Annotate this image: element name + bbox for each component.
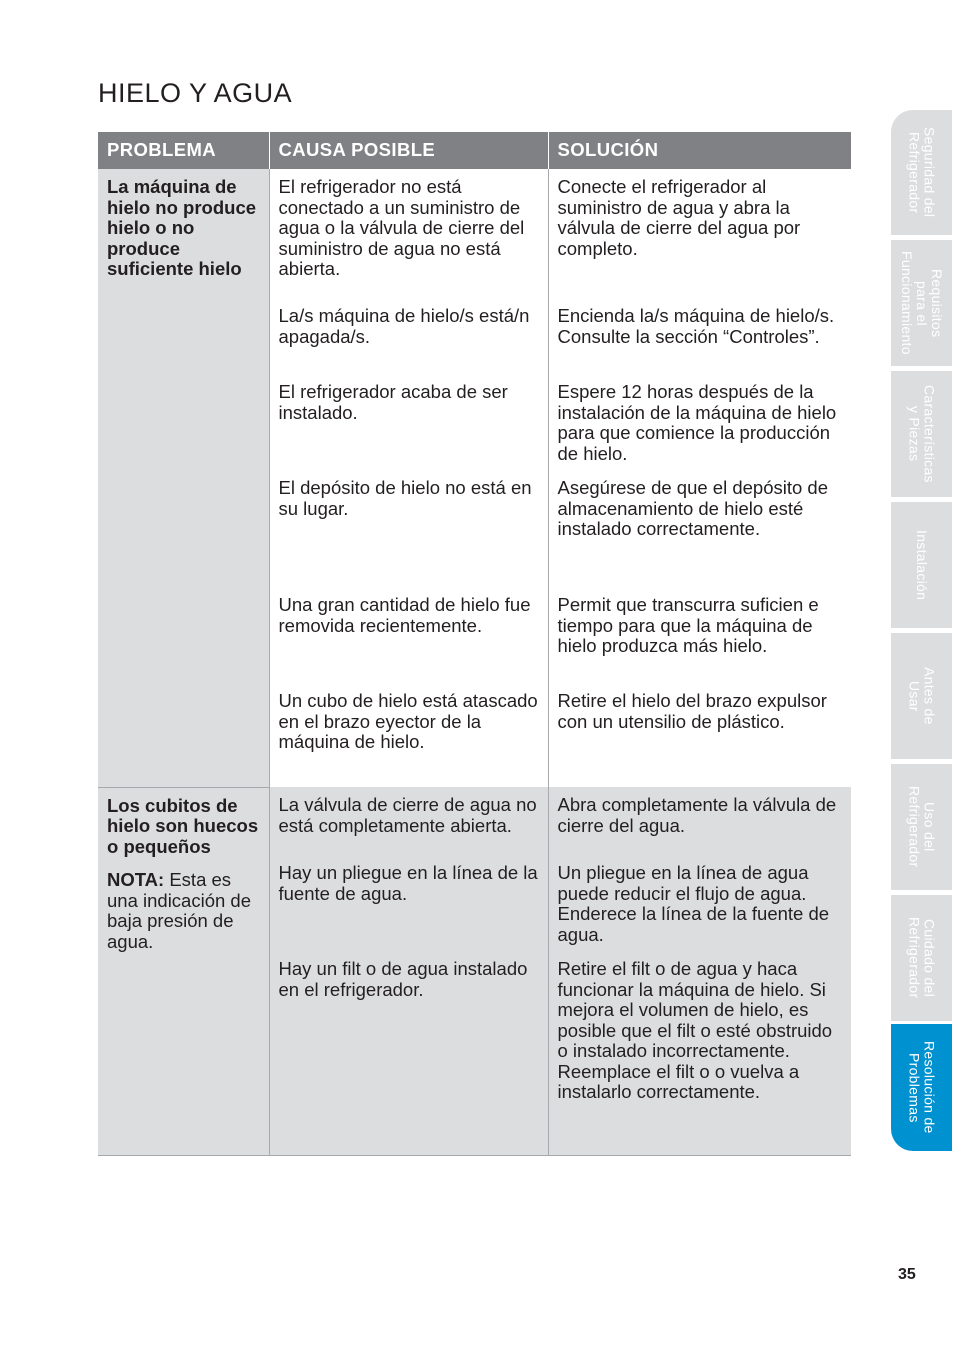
solution-cell: Asegúrese de que el depósito de almacenamiento de hielo esté instalado correctamente. (548, 478, 851, 595)
table-row (98, 787, 851, 863)
side-tab-seguridad[interactable]: Seguridad del Refrigerador (891, 110, 952, 235)
table-row (98, 169, 851, 306)
cause-cell: Hay un pliegue en la línea de la fuente de agua. (269, 863, 548, 959)
troubleshooting-table (98, 132, 851, 1156)
solution-cell: Retire el filt o de agua y haca funcionar la máquina de hielo. Si mejora el volumen de hielo, es posible que el filt o esté obstruido o instalado incorrectamente. Reemplace el filt o o vuelva a instalarlo correctamente. (548, 959, 851, 1155)
cause-cell: La válvula de cierre de agua no está completamente abierta. (269, 787, 548, 863)
cause-cell: La/s máquina de hielo/s está/n apagada/s. (269, 306, 548, 382)
side-tab-resolucion-de-problemas[interactable]: Resolución de Problemas (891, 1024, 952, 1151)
cause-cell: El refrigerador acaba de ser instalado. (269, 382, 548, 478)
side-tab-uso-del-refrigerador[interactable]: Uso del Refrigerador (891, 764, 952, 890)
solution-cell: Un pliegue en la línea de agua puede reducir el flujo de agua. Enderece la línea de la fuente de agua. (548, 863, 851, 959)
cause-cell: Un cubo de hielo está atascado en el brazo eyector de la máquina de hielo. (269, 691, 548, 787)
header-problema: PROBLEMA (98, 132, 269, 169)
side-tab-antes-de-usar[interactable]: Antes de Usar (891, 633, 952, 759)
solution-cell: Permit que transcurra suficien e tiempo para que la máquina de hielo produzca más hielo. (548, 595, 851, 691)
problem-title: Los cubitos de hielo son huecos o pequeños (107, 794, 259, 857)
side-tab-requisitos[interactable]: Requisitos para el Funcionamiento (891, 240, 952, 366)
solution-cell: Encienda la/s máquina de hielo/s. Consulte la sección “Controles”. (548, 306, 851, 382)
side-tab-caracteristicas[interactable]: Características y Piezas (891, 371, 952, 497)
header-solucion: SOLUCIÓN (548, 132, 851, 169)
header-causa-posible: CAUSA POSIBLE (269, 132, 548, 169)
problem-title: La máquina de hielo no produce hielo o no produce suficiente hielo (107, 176, 257, 279)
cause-cell: El refrigerador no está conectado a un suministro de agua o la válvula de cierre del suministro de agua no está abierta. (269, 169, 548, 306)
cause-cell: Hay un filt o de agua instalado en el refrigerador. (269, 959, 548, 1155)
problem-cell (98, 169, 269, 787)
solution-cell: Conecte el refrigerador al suministro de agua y abra la válvula de cierre del agua por completo. (548, 169, 851, 306)
page-number: 35 (898, 1266, 916, 1283)
solution-cell: Espere 12 horas después de la instalación de la máquina de hielo para que comience la producción de hielo. (548, 382, 851, 478)
solution-cell: Retire el hielo del brazo expulsor con un utensilio de plástico. (548, 691, 851, 787)
cause-cell: Una gran cantidad de hielo fue removida recientemente. (269, 595, 548, 691)
page-title: HIELO Y AGUA (98, 78, 293, 108)
solution-cell: Abra completamente la válvula de cierre del agua. (548, 787, 851, 863)
table-header-row (98, 132, 851, 169)
side-tab-cuidado-del-refrigerador[interactable]: Cuidado del Refrigerador (891, 895, 952, 1021)
note-text: NOTA: Esta es una indicación de baja presión de agua. (107, 869, 251, 952)
side-tab-instalacion[interactable]: Instalación (891, 502, 952, 628)
problem-cell (98, 787, 269, 1155)
cause-cell: El depósito de hielo no está en su lugar. (269, 478, 548, 595)
